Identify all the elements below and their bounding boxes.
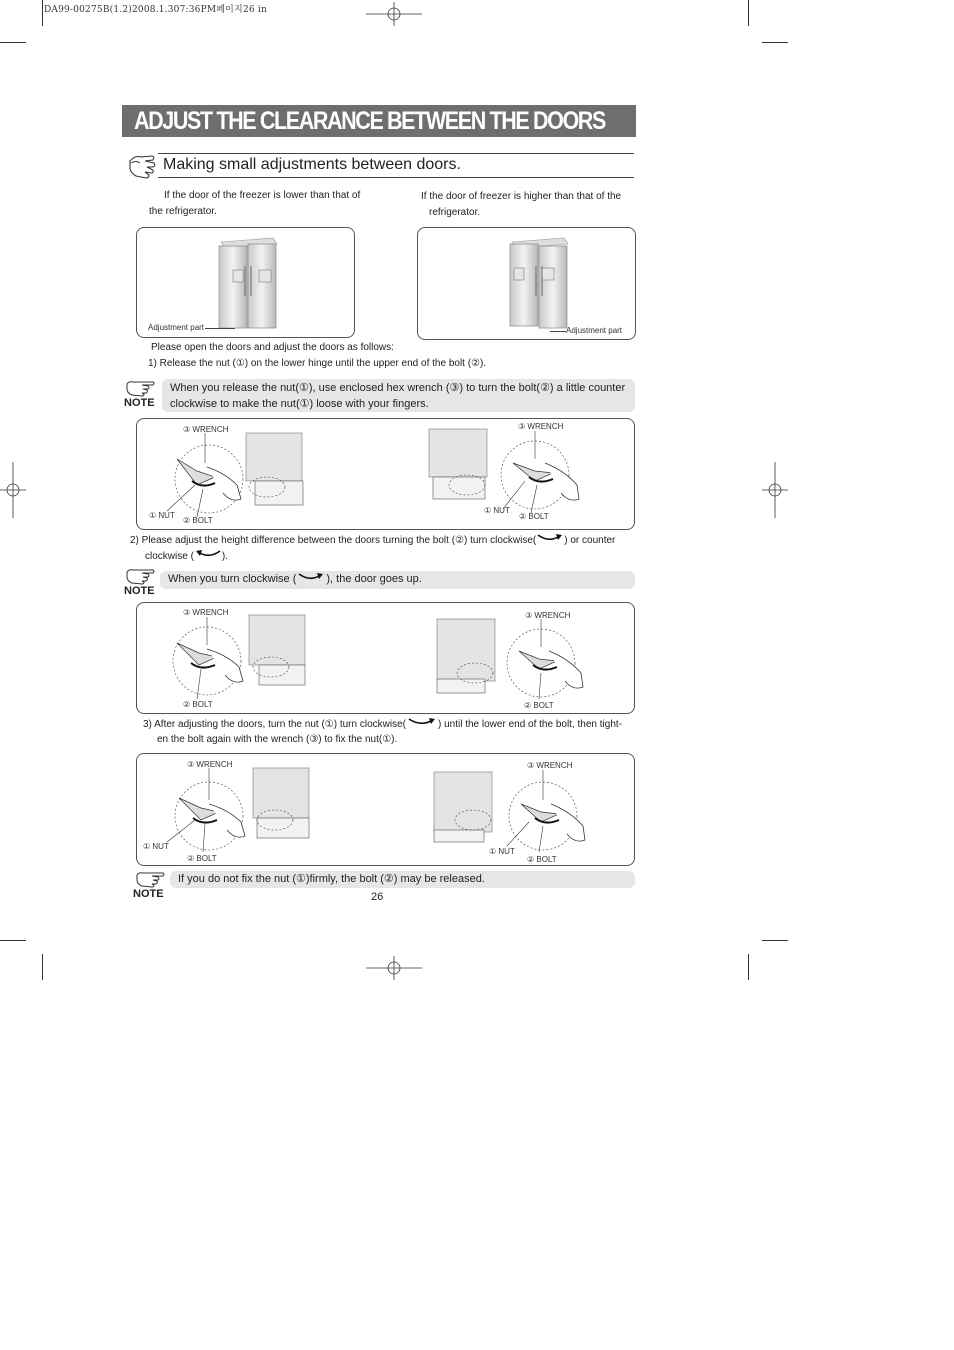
leader-line — [550, 331, 566, 332]
wrench-label: ③ WRENCH — [518, 422, 564, 431]
page-title: ADJUST THE CLEARANCE BETWEEN THE DOORS — [134, 107, 605, 135]
note-box: If you do not fix the nut (①)firmly, the bolt (②) may be released. — [170, 871, 635, 888]
hinge-panel-1 — [136, 418, 635, 530]
page-number: 26 — [371, 891, 384, 903]
nut-label: ① NUT — [489, 847, 515, 856]
crop-mark — [0, 42, 26, 43]
bolt-label: ② BOLT — [183, 700, 213, 709]
nut-tighten-diagram — [137, 754, 636, 867]
hinge-release-diagram — [137, 419, 636, 531]
pointing-hand-icon — [127, 151, 157, 181]
counterclockwise-arrow-icon — [194, 549, 222, 559]
section-rule — [158, 153, 634, 154]
step-1-text: 1) Release the nut (①) on the lower hinge until the upper end of the bolt (②). — [148, 358, 487, 369]
step-3-line1: 3) After adjusting the doors, turn the nut (①) turn clockwise( ) until the lower end of the bolt, then tight- — [143, 719, 622, 730]
note-hand-icon — [126, 568, 156, 584]
intro-text: Please open the doors and adjust the doors as follows: — [151, 342, 394, 353]
bolt-label: ② BOLT — [519, 512, 549, 521]
clockwise-arrow-icon — [406, 717, 438, 727]
fridge-panel-right — [417, 227, 636, 340]
bolt-label: ② BOLT — [187, 854, 217, 863]
refrigerator-icon — [506, 236, 570, 332]
wrench-label: ③ WRENCH — [183, 608, 229, 617]
crop-mark — [42, 0, 43, 26]
section-title: Making small adjustments between doors. — [163, 156, 461, 173]
note-box — [162, 379, 635, 412]
note-label: NOTE — [124, 397, 155, 409]
registration-mark-icon — [366, 956, 422, 980]
crop-mark — [748, 0, 749, 26]
hinge-panel-3 — [136, 753, 635, 866]
case-left-line1: If the door of the freezer is lower than that of — [164, 190, 361, 201]
crop-mark — [42, 954, 43, 980]
wrench-label: ③ WRENCH — [527, 761, 573, 770]
adjustment-part-label: Adjustment part — [148, 323, 205, 332]
crop-mark — [762, 940, 788, 941]
note-box: When you turn clockwise ( ), the door goes up. — [160, 571, 635, 589]
fridge-panel-left — [136, 227, 355, 338]
registration-mark-icon — [366, 2, 422, 26]
wrench-label: ③ WRENCH — [183, 425, 229, 434]
note-hand-icon — [126, 380, 156, 396]
registration-mark-icon — [0, 462, 26, 518]
case-left-line2: the refrigerator. — [149, 206, 217, 217]
adjustment-part-label: Adjustment part — [566, 326, 623, 335]
bolt-label: ② BOLT — [527, 855, 557, 864]
note-hand-icon — [136, 871, 166, 887]
leader-line — [205, 328, 235, 329]
step-2-line1: 2) Please adjust the height difference between the doors turning the bolt (②) turn clockwise( ) or counter — [130, 535, 616, 546]
registration-mark-icon — [762, 462, 788, 518]
note-label: NOTE — [133, 888, 164, 900]
case-right-line2: refrigerator. — [429, 207, 481, 218]
step-3-line2: en the bolt again with the wrench (③) to fix the nut(①). — [157, 734, 398, 745]
hinge-panel-2 — [136, 602, 635, 714]
note-1-line2: clockwise to make the nut(①) loose with your fingers. — [170, 398, 429, 410]
clockwise-arrow-icon — [536, 533, 564, 543]
wrench-label: ③ WRENCH — [187, 760, 233, 769]
refrigerator-icon — [215, 236, 279, 332]
nut-label: ① NUT — [149, 511, 175, 520]
wrench-label: ③ WRENCH — [525, 611, 571, 620]
step-2-line2: clockwise ( ). — [145, 551, 229, 562]
bolt-label: ② BOLT — [183, 516, 213, 525]
print-slug: DA99-00275B(1.2)2008.1.307:36PM페이지26 in — [44, 5, 267, 15]
nut-label: ① NUT — [143, 842, 169, 851]
crop-mark — [0, 940, 26, 941]
crop-mark — [762, 42, 788, 43]
case-right-line1: If the door of freezer is higher than that of the — [421, 191, 622, 202]
page-title-bar — [122, 105, 636, 137]
bolt-label: ② BOLT — [524, 701, 554, 710]
clockwise-arrow-icon — [296, 572, 326, 582]
crop-mark — [748, 954, 749, 980]
section-rule — [158, 177, 634, 178]
nut-label: ① NUT — [484, 506, 510, 515]
note-1-line1: When you release the nut(①), use enclosed hex wrench (③) to turn the bolt(②) a little counter — [170, 382, 626, 394]
note-label: NOTE — [124, 585, 155, 597]
